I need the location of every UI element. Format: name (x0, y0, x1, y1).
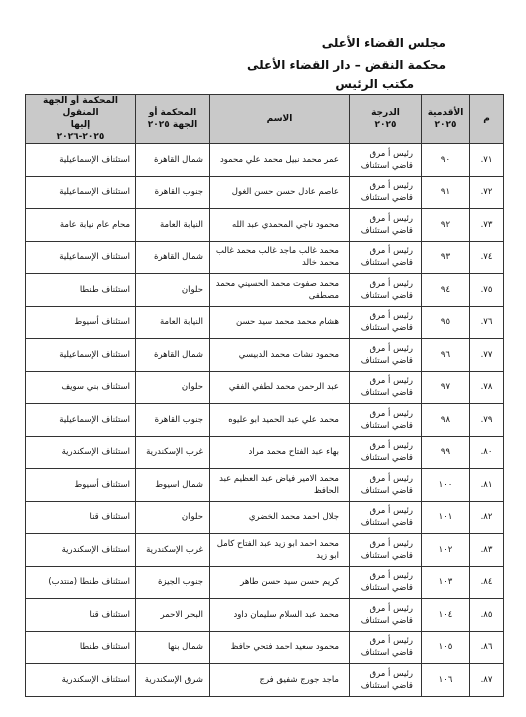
cell-court: حلوان (136, 501, 210, 534)
cell-name: عمر محمد نبيل محمد علي محمود (210, 144, 350, 177)
table-row (26, 501, 504, 534)
cell-num: ٧٦. (470, 306, 504, 339)
document-header (0, 0, 526, 95)
cell-transfer: استئناف الإسماعيلية (26, 144, 136, 177)
cell-grade: رئيس أ مرق قاضي استئناف (350, 209, 422, 242)
table-row (26, 469, 504, 502)
cell-court: البحر الاحمر (136, 599, 210, 632)
table-row (26, 274, 504, 307)
cell-name: محمد علي عبد الحميد ابو عليوه (210, 404, 350, 437)
col-name-header: الاسم (210, 95, 350, 144)
cell-court: شمال القاهرة (136, 144, 210, 177)
cell-grade: رئيس أ مرق قاضي استئناف (350, 339, 422, 372)
cell-name: بهاء عبد الفتاح محمد مراد (210, 436, 350, 469)
cell-seniority: ٩٨ (422, 404, 470, 437)
office-title: مكتب الرئيس (335, 77, 414, 91)
cell-seniority: ١٠٦ (422, 664, 470, 697)
cell-num: ٧٥. (470, 274, 504, 307)
col-seniority-header: الأقدمية ٢٠٢٥ (422, 95, 470, 144)
cell-name: عبد الرحمن محمد لطفي الفقي (210, 371, 350, 404)
cell-seniority: ١٠٢ (422, 534, 470, 567)
table-row (26, 339, 504, 372)
cell-court: شمال اسيوط (136, 469, 210, 502)
table-row (26, 306, 504, 339)
cell-grade: رئيس أ مرق قاضي استئناف (350, 241, 422, 274)
table-row (26, 664, 504, 697)
cell-name: محمد الامير فياض عبد العظيم عبد الحافظ (210, 469, 350, 502)
cell-seniority: ١٠٤ (422, 599, 470, 632)
cell-court: غرب الإسكندرية (136, 534, 210, 567)
cell-num: ٧١. (470, 144, 504, 177)
cell-num: ٨٤. (470, 566, 504, 599)
judges-table (25, 94, 504, 697)
cell-transfer: استئناف الإسماعيلية (26, 339, 136, 372)
cell-seniority: ٩٦ (422, 339, 470, 372)
table-row (26, 371, 504, 404)
cell-transfer: استئناف الإسماعيلية (26, 404, 136, 437)
cell-seniority: ١٠٥ (422, 631, 470, 664)
cell-court: النيابة العامة (136, 306, 210, 339)
cell-name: محمد غالب ماجد غالب محمد غالب محمد خالد (210, 241, 350, 274)
cell-transfer: استئناف الإسكندرية (26, 664, 136, 697)
cell-num: ٨٦. (470, 631, 504, 664)
cell-court: جنوب القاهرة (136, 404, 210, 437)
cell-num: ٨٣. (470, 534, 504, 567)
table-row (26, 534, 504, 567)
cell-num: ٧٤. (470, 241, 504, 274)
cell-num: ٨١. (470, 469, 504, 502)
cell-name: محمد عبد السلام سليمان داود (210, 599, 350, 632)
cell-grade: رئيس أ مرق قاضي استئناف (350, 599, 422, 632)
cell-grade: رئيس أ مرق قاضي استئناف (350, 664, 422, 697)
cell-name: جلال احمد محمد الخضري (210, 501, 350, 534)
cell-seniority: ٩٤ (422, 274, 470, 307)
cell-grade: رئيس أ مرق قاضي استئناف (350, 534, 422, 567)
cell-transfer: استئناف الإسكندرية (26, 436, 136, 469)
cell-seniority: ٩٢ (422, 209, 470, 242)
cell-grade: رئيس أ مرق قاضي استئناف (350, 566, 422, 599)
cell-transfer: استئناف بني سويف (26, 371, 136, 404)
cell-transfer: استئناف قنا (26, 501, 136, 534)
cell-grade: رئيس أ مرق قاضي استئناف (350, 144, 422, 177)
cell-transfer: استئناف طنطا (منتدب) (26, 566, 136, 599)
cell-grade: رئيس أ مرق قاضي استئناف (350, 176, 422, 209)
cell-num: ٨٧. (470, 664, 504, 697)
cell-seniority: ٩١ (422, 176, 470, 209)
cell-court: شمال بنها (136, 631, 210, 664)
cell-name: هشام محمد محمد سيد حسن (210, 306, 350, 339)
cell-num: ٨٠. (470, 436, 504, 469)
col-grade-header: الدرجة ٢٠٢٥ (350, 95, 422, 144)
cell-num: ٧٨. (470, 371, 504, 404)
cell-num: ٧٩. (470, 404, 504, 437)
cell-seniority: ٩٠ (422, 144, 470, 177)
table-row (26, 631, 504, 664)
cell-num: ٨٥. (470, 599, 504, 632)
cell-num: ٧٢. (470, 176, 504, 209)
col-transfer-header: المحكمة أو الجهة المنقول إليها ٢٠٢٥-٢٠٢٦ (26, 95, 136, 144)
table-row (26, 209, 504, 242)
cell-seniority: ١٠٣ (422, 566, 470, 599)
cell-transfer: استئناف أسيوط (26, 306, 136, 339)
cell-name: محمد صفوت محمد الحسيني محمد مصطفى (210, 274, 350, 307)
cell-transfer: استئناف أسيوط (26, 469, 136, 502)
table-body (26, 144, 504, 697)
cell-name: محمود نشات محمد الدبيسي (210, 339, 350, 372)
court-title: محكمة النقض – دار القضاء الأعلى (247, 58, 446, 72)
cell-transfer: استئناف الإسماعيلية (26, 176, 136, 209)
col-court-header: المحكمة أو الجهة ٢٠٢٥ (136, 95, 210, 144)
cell-court: شرق الإسكندرية (136, 664, 210, 697)
table-row (26, 436, 504, 469)
cell-transfer: محام عام نيابة عامة (26, 209, 136, 242)
cell-court: جنوب الجيزة (136, 566, 210, 599)
cell-seniority: ٩٧ (422, 371, 470, 404)
cell-transfer: استئناف طنطا (26, 274, 136, 307)
table-row (26, 566, 504, 599)
cell-grade: رئيس أ مرق قاضي استئناف (350, 371, 422, 404)
cell-transfer: استئناف الإسماعيلية (26, 241, 136, 274)
cell-grade: رئيس أ مرق قاضي استئناف (350, 501, 422, 534)
cell-court: شمال القاهرة (136, 241, 210, 274)
table-row (26, 599, 504, 632)
table-row (26, 176, 504, 209)
cell-name: ماجد جورج شفيق فرج (210, 664, 350, 697)
cell-grade: رئيس أ مرق قاضي استئناف (350, 631, 422, 664)
cell-name: كريم حسن سيد حسن طاهر (210, 566, 350, 599)
cell-transfer: استئناف قنا (26, 599, 136, 632)
cell-name: عاصم عادل حسن حسن الغول (210, 176, 350, 209)
cell-num: ٧٧. (470, 339, 504, 372)
cell-grade: رئيس أ مرق قاضي استئناف (350, 404, 422, 437)
cell-grade: رئيس أ مرق قاضي استئناف (350, 306, 422, 339)
table-row (26, 144, 504, 177)
table-header-row (26, 95, 504, 144)
council-title: مجلس القضاء الأعلى (321, 36, 446, 50)
cell-num: ٨٢. (470, 501, 504, 534)
cell-seniority: ٩٥ (422, 306, 470, 339)
cell-name: محمد احمد ابو زيد عبد الفتاح كامل ابو زيد (210, 534, 350, 567)
cell-court: غرب الإسكندرية (136, 436, 210, 469)
cell-court: حلوان (136, 371, 210, 404)
cell-seniority: ١٠١ (422, 501, 470, 534)
col-num-header: م (470, 95, 504, 144)
cell-grade: رئيس أ مرق قاضي استئناف (350, 436, 422, 469)
table-row (26, 404, 504, 437)
cell-court: شمال القاهرة (136, 339, 210, 372)
cell-seniority: ٩٩ (422, 436, 470, 469)
table-row (26, 241, 504, 274)
cell-grade: رئيس أ مرق قاضي استئناف (350, 274, 422, 307)
cell-court: النيابة العامة (136, 209, 210, 242)
cell-num: ٧٣. (470, 209, 504, 242)
cell-seniority: ١٠٠ (422, 469, 470, 502)
cell-seniority: ٩٣ (422, 241, 470, 274)
cell-name: محمود ناجي المحمدي عبد الله (210, 209, 350, 242)
cell-transfer: استئناف طنطا (26, 631, 136, 664)
cell-court: حلوان (136, 274, 210, 307)
cell-name: محمود سعيد احمد فتحي حافظ (210, 631, 350, 664)
cell-transfer: استئناف الإسكندرية (26, 534, 136, 567)
cell-court: جنوب القاهرة (136, 176, 210, 209)
cell-grade: رئيس أ مرق قاضي استئناف (350, 469, 422, 502)
